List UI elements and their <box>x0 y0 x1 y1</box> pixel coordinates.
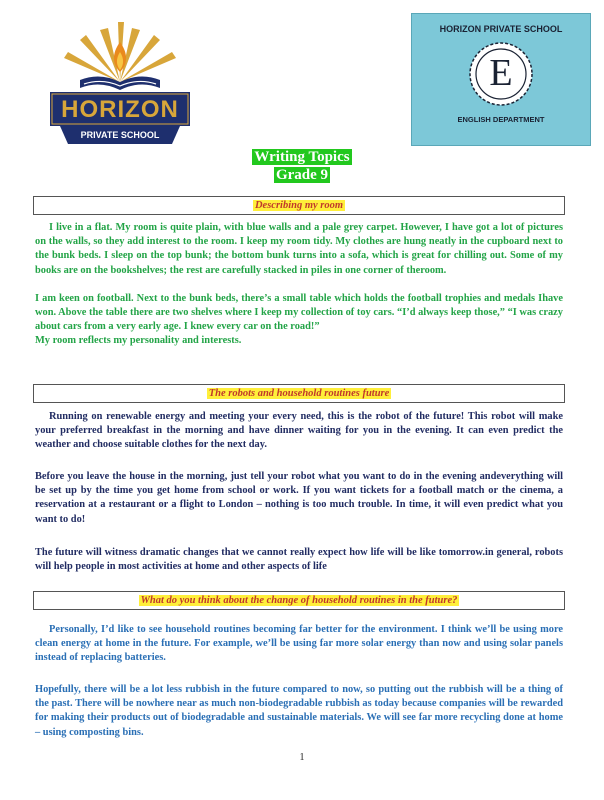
section-heading-room <box>33 196 565 215</box>
household-paragraph-2: Hopefully, there will be a lot less rubbish in the future compared to now, so putting out the rubbish will be a thing of the past. There will be nowhere near as much non-biodegradable rubbish as today because companies will be rewarded for making their products out of biodegradable and sustainable materials. We will see far more recycling done at home – using composting bins. <box>35 684 563 738</box>
household-paragraph-1: Personally, I’d like to see household routines becoming far better for the environment. I think we’ll be using more clean energy at home in the future. For example, we’ll be using far more solar energy than now and using solar panels instead of replacing batteries. <box>35 624 563 664</box>
logo-department-name: ENGLISH DEPARTMENT <box>457 115 545 124</box>
section-heading-household-text: What do you think about the change of household routines in the future? <box>140 595 458 606</box>
horizon-logo <box>40 22 200 147</box>
title-line-1: Writing Topics <box>254 149 350 165</box>
logo-school-name: HORIZON PRIVATE SCHOOL <box>439 24 563 34</box>
seal-icon <box>468 41 534 107</box>
section-heading-robots <box>33 384 565 403</box>
section-heading-robots-text: The robots and household routines future <box>208 388 390 399</box>
section-heading-household <box>33 591 565 610</box>
title-line-2: Grade 9 <box>275 167 329 183</box>
robots-paragraph-1: Running on renewable energy and meeting your every need, this is the robot of the future! This robot will make your preferred breakfast in the morning and have dinner waiting for you in the evening. It can even predict the weather and choose suitable clothes for the next day. <box>35 411 563 451</box>
seal-letter: E <box>489 52 513 94</box>
robots-paragraph-2: Before you leave the house in the morning, just tell your robot what you want to do in the evening andeverything will be set up by the time you get home from school or work. If you want tickets for a football match or the cinema, a reservation at a restaurant or a flight to London – nothing is too much trouble. In time, it will even predict what you want to do! <box>35 471 563 525</box>
section-heading-room-text: Describing my room <box>254 200 344 211</box>
room-paragraph-2: I am keen on football. Next to the bunk beds, there’s a small table which holds the football trophies and medals Ihave won. Above the table there are two shelves where I keep my collection of toy cars. “I’d always keep those,” “I was crazy about cars from a very early age. I knew every car on the road!” <box>35 293 563 333</box>
page-title <box>0 148 604 184</box>
horizon-logo-subtitle: PRIVATE SCHOOL <box>80 130 160 140</box>
robots-paragraph-3: The future will witness dramatic changes that we cannot really expect how life will be like tomorrow.in general, robots will help people in most activities at home and other aspects of life <box>35 547 563 573</box>
page-number: 1 <box>299 752 305 763</box>
room-paragraph-1: I live in a flat. My room is quite plain, with blue walls and a pale grey carpet. However, I have got a lot of pictures on the walls, so they add interest to the room. I keep my room tidy. My clothes are hung neatly in the cupboard next to the bunk beds. I sleep on the top bunk; the bottom bunk turns into a sofa, which is great for chilling out. Some of my books are on the bookshelves; the rest are carefully stacked in piles in one corner of theroom. <box>35 222 563 276</box>
english-department-logo <box>411 13 591 146</box>
room-paragraph-3: My room reflects my personality and interests. <box>35 335 242 346</box>
horizon-logo-name: HORIZON <box>61 96 179 123</box>
